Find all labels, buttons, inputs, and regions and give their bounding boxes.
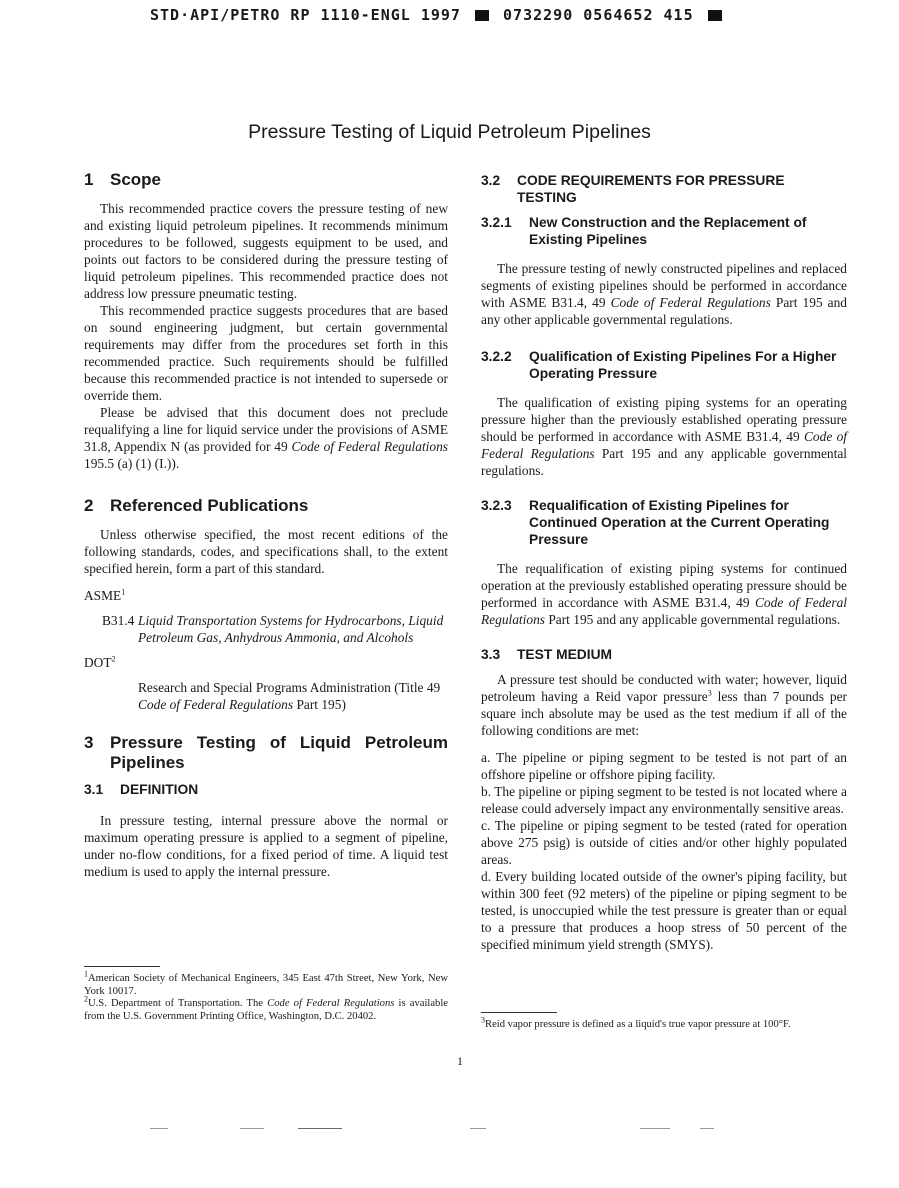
footnote-rule <box>84 966 160 967</box>
section-title: CODE REQUIREMENTS FOR PRESSURE TESTING <box>517 173 785 205</box>
section-3-heading <box>84 733 448 773</box>
footnote-3: $^3$Reid vapor pressure is defined as a liquid's true vapor pressure at 100°F. <box>481 1015 791 1030</box>
scan-artifacts <box>0 1128 899 1134</box>
reference-title: Liquid Transportation Systems for Hydrocarbons, Liquid Petroleum Gas, Anhydrous Ammonia, and Alcohols <box>138 613 444 645</box>
header-block-mark-end <box>708 10 722 21</box>
reference-org-asme: ASME$^1$ <box>84 587 126 603</box>
right-footnotes <box>481 1012 847 1032</box>
section-title: Qualification of Existing Pipelines For a Higher Operating Pressure <box>529 349 837 381</box>
page-number: 1 <box>457 1054 463 1068</box>
section-3-1-heading <box>84 781 448 798</box>
reference-dot-rspa <box>84 679 448 713</box>
header-left-code: STD·API/PETRO RP 1110-ENGL 1997 <box>150 6 461 24</box>
scan-mark <box>240 1128 264 1129</box>
section-3-2-1-heading <box>481 214 847 248</box>
scan-mark <box>298 1128 342 1129</box>
section-number: 3.3 <box>481 647 501 662</box>
scan-mark <box>640 1128 670 1129</box>
scope-paragraph-3: Please be advised that this document does not preclude requalifying a line for liquid service under the provisions of ASME 31.8, Appendix N (as provided for 49 Code of Federal Regulations 195.5 (a) (1) (I.)). <box>84 405 448 471</box>
condition-a: a. The pipeline or piping segment to be tested is not part of an offshore pipeline or offshore piping facility. <box>481 750 847 782</box>
section-number: 3.1 <box>84 782 104 797</box>
section-title: Referenced Publications <box>110 496 309 515</box>
section-number: 3.2.2 <box>481 349 512 364</box>
condition-b: b. The pipeline or piping segment to be tested is not located where a release could adversely impact any environmentally sensitive areas. <box>481 784 847 816</box>
section-3-2-3-paragraph: The requalification of existing piping systems for continued operation at the previously established operating pressure should be performed in accordance with ASME B31.4, 49 Code of Federal Regulations Part 195 and any applicable governmental regulations. <box>481 561 847 627</box>
section-2-heading <box>84 496 448 516</box>
reference-code: B31.4 <box>102 613 135 628</box>
section-title: DEFINITION <box>120 782 199 797</box>
section-3-2-2-paragraph: The qualification of existing piping systems for an operating pressure higher than the previously established operating pressure should be performed in accordance with ASME B31.4, 49 Code of Federal Regulations Part 195 and any applicable governmental regulations. <box>481 395 848 478</box>
footnote-2: $^2$U.S. Department of Transportation. The Code of Federal Regulations is available from the U.S. Government Printing Office, Washington, D.C. 20402. <box>84 994 448 1022</box>
section-number: 1 <box>84 170 94 189</box>
condition-d: d. Every building located outside of the owner's piping facility, but within 300 feet (92 meters) of the pipeline or piping segment to be tested, is unoccupied while the test pressure is greater than or equal to a pressure that produces a hoop stress of 50 percent of the specified minimum yield strength (SMYS). <box>481 869 847 952</box>
section-3-2-1-paragraph: The pressure testing of newly constructed pipelines and replaced segments of existing pipelines should be performed in accordance with ASME B31.4, 49 Code of Federal Regulations Part 195 and any other applicable governmental regulations. <box>481 261 847 327</box>
header-right-code: 0732290 0564652 415 <box>503 6 694 24</box>
section-3-2-2-heading <box>481 348 847 382</box>
section-title: Requalification of Existing Pipelines for Continued Operation at the Current Operating Pressure <box>529 498 830 547</box>
section-1-heading <box>84 170 448 190</box>
right-column <box>481 170 848 1030</box>
condition-c: c. The pipeline or piping segment to be tested (rated for operation above 275 psig) is outside of cities and/or other highly populated areas. <box>481 818 847 867</box>
section-title: Pressure Testing of Liquid Petroleum Pipelines <box>110 733 448 772</box>
footnote-1: $^1$American Society of Mechanical Engineers, 345 East 47th Street, New York, New York 10017. <box>84 969 448 997</box>
references-intro: Unless otherwise specified, the most recent editions of the following standards, codes, and specifications shall, to the extent specified herein, form a part of this standard. <box>84 527 448 576</box>
left-column <box>84 170 448 1022</box>
scan-mark <box>470 1128 486 1129</box>
section-number: 3.2.1 <box>481 215 512 230</box>
document-header <box>150 6 726 24</box>
reference-title: Research and Special Programs Administration (Title 49 Code of Federal Regulations Part 195) <box>138 680 441 712</box>
section-title: Scope <box>110 170 162 189</box>
left-footnotes <box>84 966 448 1023</box>
scan-mark <box>700 1128 714 1129</box>
section-number: 3.2.3 <box>481 498 512 513</box>
section-number: 3.2 <box>481 173 501 188</box>
section-3-2-heading <box>481 172 847 206</box>
definition-paragraph: In pressure testing, internal pressure above the normal or maximum operating pressure is applied to a segment of pipeline, under no-flow conditions, for a fixed period of time. A liquid test medium is used to apply the internal pressure. <box>84 813 448 879</box>
section-3-2-3-heading <box>481 497 847 548</box>
section-title: New Construction and the Replacement of Existing Pipelines <box>529 215 807 247</box>
section-3-3-heading <box>481 646 847 663</box>
reference-b314 <box>84 612 448 646</box>
scope-paragraph-1: This recommended practice covers the pressure testing of new and existing liquid petroleum pipelines. It recommends minimum procedures to be followed, suggests equipment to be used, and points out factors to be considered during the pressure testing of liquid petroleum pipelines. This recommended practice does not address low pressure pneumatic testing. <box>84 201 448 301</box>
header-block-mark <box>475 10 489 21</box>
scan-mark <box>150 1128 168 1129</box>
section-number: 3 <box>84 733 94 752</box>
reference-org-dot: DOT$^2$ <box>84 654 116 670</box>
section-number: 2 <box>84 496 94 515</box>
test-medium-paragraph: A pressure test should be conducted with water; however, liquid petroleum having a Reid vapor pressure$^3$ less than 7 pounds per square inch absolute may be used as the test medium if all of the following conditions are met: <box>481 672 847 738</box>
page-title: Pressure Testing of Liquid Petroleum Pipelines <box>248 121 651 143</box>
footnote-rule <box>481 1012 557 1013</box>
scope-paragraph-2: This recommended practice suggests procedures that are based on sound engineering judgment, but certain governmental requirements may differ from the procedures set forth in this recommended practice. Such requirements should be fulfilled because this recommended practice is not intended to supersede or override them. <box>84 303 448 403</box>
section-title: TEST MEDIUM <box>517 647 613 662</box>
